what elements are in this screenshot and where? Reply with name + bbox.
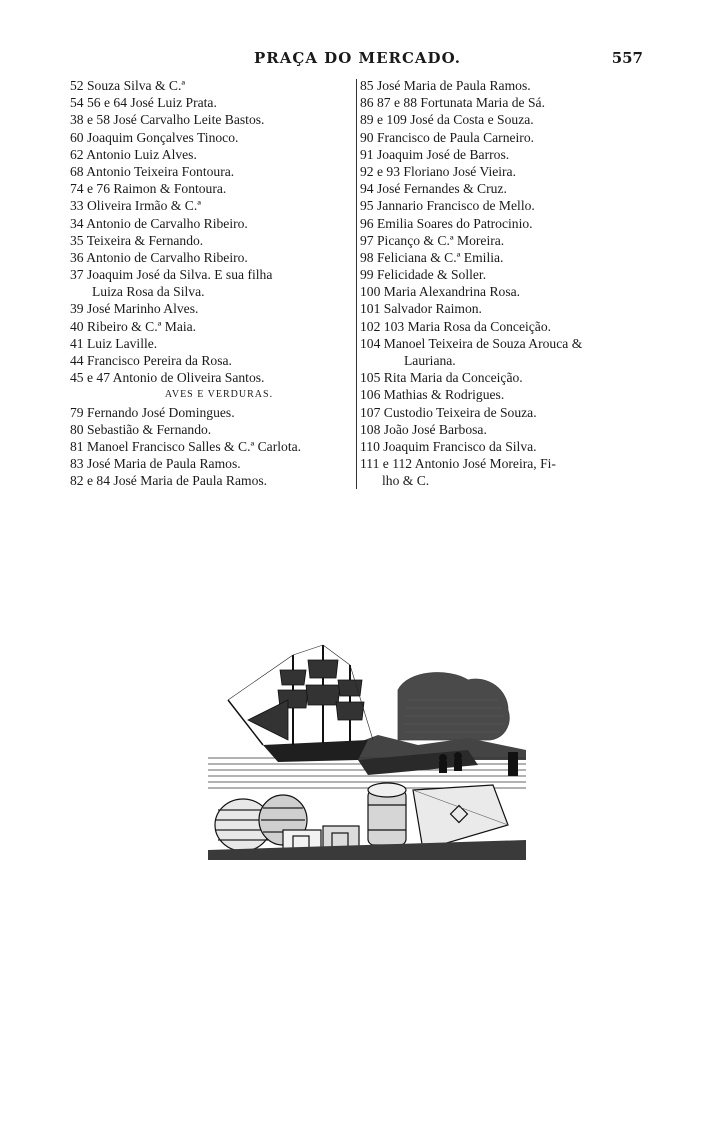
list-item-continuation: Lauriana. [404, 353, 456, 368]
list-item: 106 Mathias & Rodrigues. [360, 387, 505, 403]
list-item: 52 Souza Silva & C.ª [70, 78, 186, 93]
list-item: 92 e 93 Floriano José Vieira. [360, 163, 516, 179]
list-item: 38 e 58 José Carvalho Leite Bastos. [70, 112, 265, 128]
list-item: 91 Joaquim José de Barros. [360, 146, 510, 162]
list-item: 54 56 e 64 José Luiz Prata. [70, 95, 217, 111]
list-item: 86 87 e 88 Fortunata Maria de Sá. [360, 95, 545, 111]
section-heading: AVES E VERDURAS. [164, 389, 274, 401]
right-column [360, 77, 650, 490]
list-item: 94 José Fernandes & Cruz. [360, 181, 507, 197]
list-item: 39 José Marinho Alves. [70, 301, 199, 317]
list-item: 96 Emilia Soares do Patrocinio. [360, 215, 533, 231]
list-item: 95 Jannario Francisco de Mello. [360, 198, 535, 214]
list-item: 40 Ribeiro & C.ª Maia. [70, 318, 197, 334]
list-item: 105 Rita Maria da Conceição. [360, 370, 523, 386]
list-item: 101 Salvador Raimon. [360, 301, 482, 317]
list-item: 90 Francisco de Paula Carneiro. [360, 129, 535, 145]
list-item: 111 e 112 Antonio José Moreira, Fi- [360, 456, 556, 472]
list-item: 104 Manoel Teixeira de Souza Arouca & [360, 335, 583, 351]
page-header [0, 47, 715, 71]
harbor-engraving-illustration [208, 640, 526, 860]
list-item: 85 José Maria de Paula Ramos. [360, 78, 531, 93]
list-item: 34 Antonio de Carvalho Ribeiro. [70, 215, 248, 231]
list-item: 36 Antonio de Carvalho Ribeiro. [70, 249, 248, 265]
list-item: 41 Luiz Laville. [70, 335, 158, 351]
list-item: 99 Felicidade & Soller. [360, 267, 487, 283]
list-item: 108 João José Barbosa. [360, 421, 487, 437]
list-item: 37 Joaquim José da Silva. E sua filha [70, 267, 273, 283]
column-divider [356, 79, 357, 489]
list-item: 35 Teixeira & Fernando. [70, 232, 204, 248]
list-item: 33 Oliveira Irmão & C.ª [70, 198, 201, 214]
list-item: 98 Feliciana & C.ª Emilia. [360, 249, 504, 265]
list-item: 89 e 109 José da Costa e Souza. [360, 112, 534, 128]
page-title: PRAÇA DO MERCADO. [254, 49, 461, 67]
list-item: 102 103 Maria Rosa da Conceição. [360, 318, 552, 334]
page-number: 557 [611, 49, 643, 67]
list-item: 68 Antonio Teixeira Fontoura. [70, 163, 235, 179]
list-item: 74 e 76 Raimon & Fontoura. [70, 181, 227, 197]
ship-hull [263, 740, 368, 762]
cargo-bale [413, 785, 508, 850]
left-column [70, 77, 358, 490]
list-item: 97 Picanço & C.ª Moreira. [360, 232, 505, 248]
list-item-continuation: Luiza Rosa da Silva. [92, 284, 205, 300]
list-item: 81 Manoel Francisco Salles & C.ª Carlota. [70, 438, 302, 454]
list-item: 79 Fernando José Domingues. [70, 404, 235, 420]
list-item: 62 Antonio Luiz Alves. [70, 146, 197, 162]
list-item: 107 Custodio Teixeira de Souza. [360, 404, 537, 420]
list-item: 82 e 84 José Maria de Paula Ramos. [70, 473, 268, 489]
large-barrel [368, 783, 406, 845]
list-item-continuation: lho & C. [382, 473, 430, 489]
list-item: 60 Joaquim Gonçalves Tinoco. [70, 129, 239, 145]
list-item: 80 Sebastião & Fernando. [70, 421, 212, 437]
list-item: 100 Maria Alexandrina Rosa. [360, 284, 521, 300]
ship-sails [248, 660, 364, 740]
list-item: 83 José Maria de Paula Ramos. [70, 456, 241, 472]
cloud-hatching [398, 673, 509, 740]
list-item: 45 e 47 Antonio de Oliveira Santos. [70, 370, 265, 386]
list-item: 44 Francisco Pereira da Rosa. [70, 353, 232, 368]
list-item: 110 Joaquim Francisco da Silva. [360, 438, 537, 454]
